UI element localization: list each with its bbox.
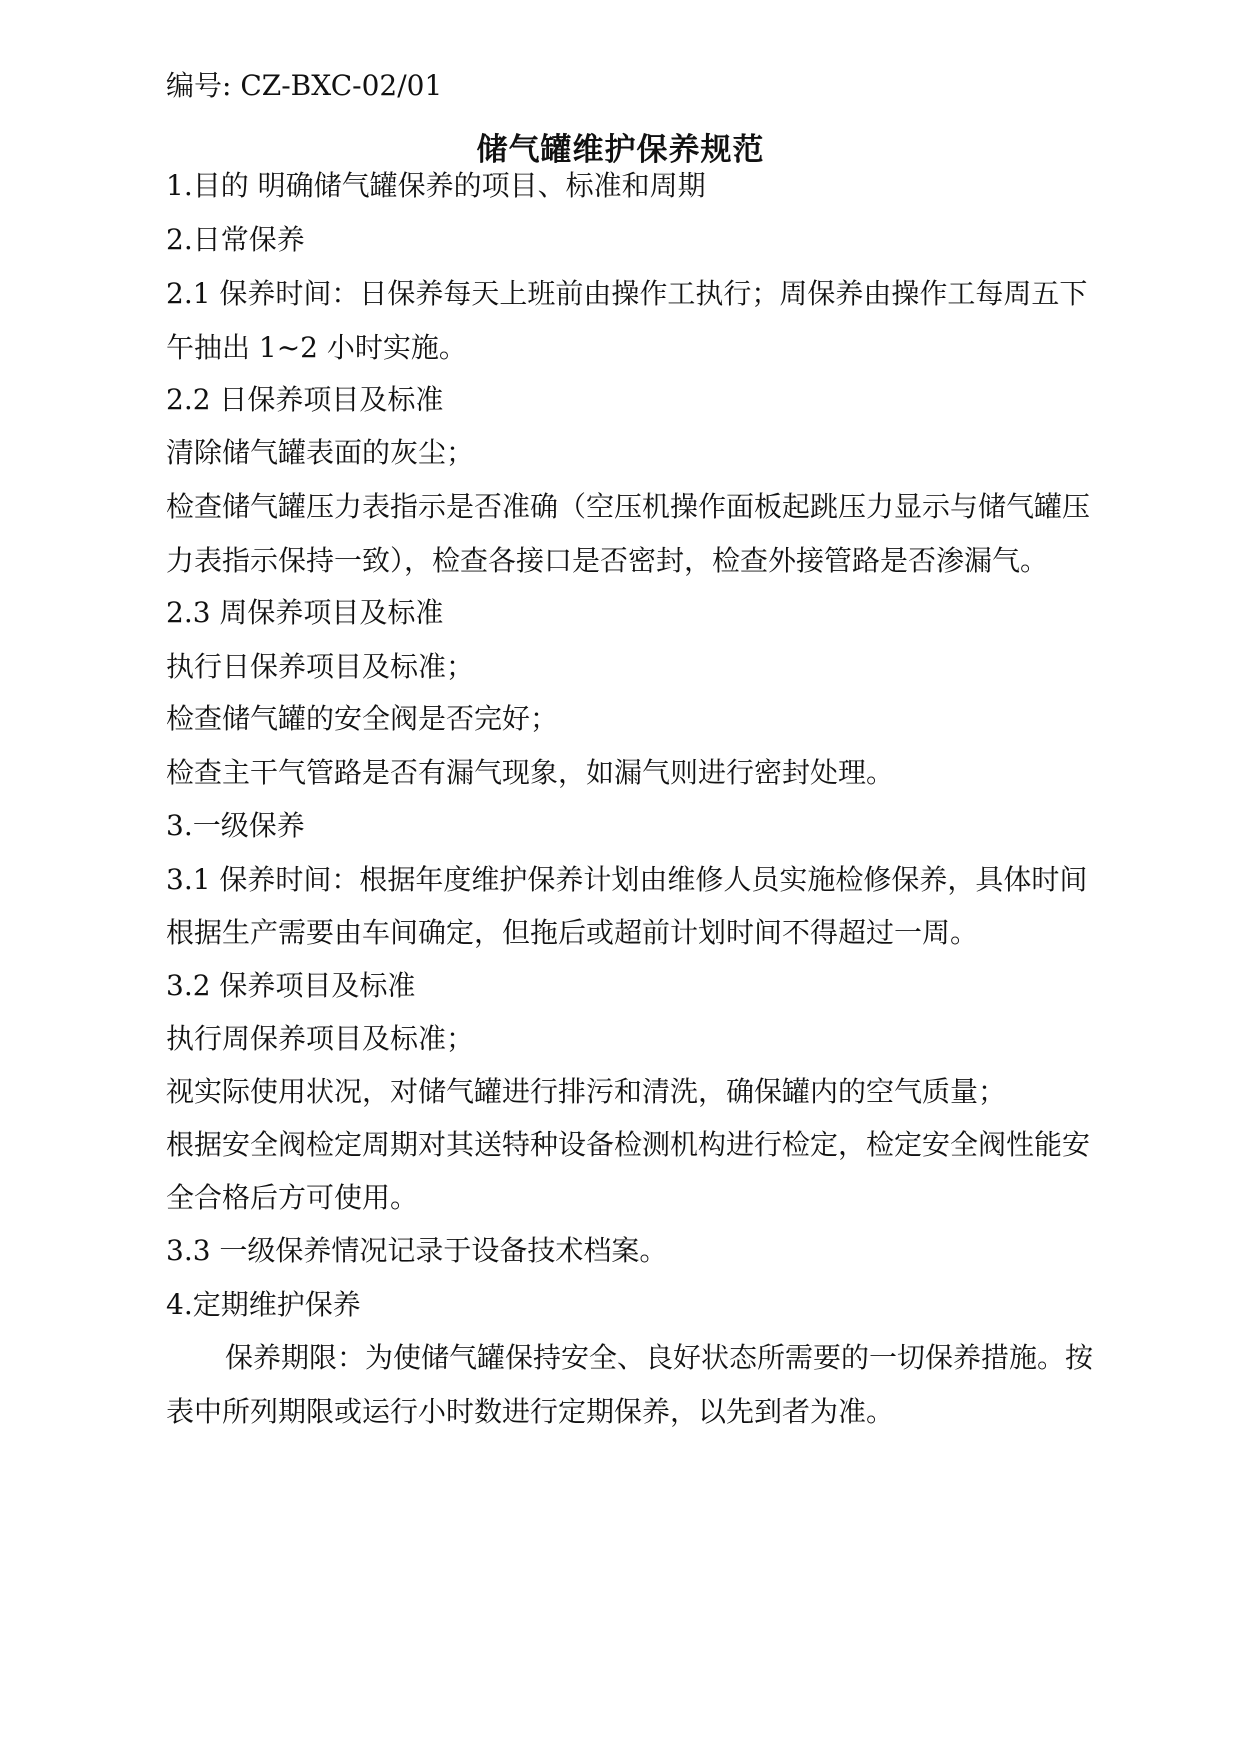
paragraph-line: 清除储气罐表面的灰尘； (166, 436, 475, 469)
paragraph-line: 根据生产需要由车间确定，但拖后或超前计划时间不得超过一周。 (166, 916, 979, 949)
paragraph-line: 视实际使用状况，对储气罐进行排污和清洗，确保罐内的空气质量； (166, 1075, 1007, 1108)
section-heading-periodic: 4.定期维护保养 (166, 1288, 361, 1321)
subsection-heading: 2.2 日保养项目及标准 (166, 383, 444, 416)
paragraph-line: 力表指示保持一致），检查各接口是否密封，检查外接管路是否渗漏气。 (166, 544, 1049, 577)
paragraph-line: 根据安全阀检定周期对其送特种设备检测机构进行检定，检定安全阀性能安 (166, 1128, 1091, 1161)
document-title: 储气罐维护保养规范 (476, 132, 765, 168)
subsection-heading: 2.3 周保养项目及标准 (166, 596, 444, 629)
section-heading-daily: 2.日常保养 (166, 223, 305, 256)
paragraph-line: 3.1 保养时间：根据年度维护保养计划由维修人员实施检修保养，具体时间 (166, 863, 1088, 896)
paragraph-line: 2.1 保养时间：日保养每天上班前由操作工执行；周保养由操作工每周五下 (166, 277, 1088, 310)
paragraph-line: 检查储气罐的安全阀是否完好； (166, 702, 559, 735)
paragraph-line: 检查储气罐压力表指示是否准确（空压机操作面板起跳压力显示与储气罐压 (166, 490, 1091, 523)
paragraph-line: 执行日保养项目及标准； (166, 650, 475, 683)
paragraph-line: 检查主干气管路是否有漏气现象，如漏气则进行密封处理。 (166, 756, 895, 789)
section-purpose: 1.目的 明确储气罐保养的项目、标准和周期 (166, 169, 706, 202)
subsection-heading: 3.2 保养项目及标准 (166, 969, 416, 1002)
paragraph-line: 保养期限：为使储气罐保持安全、良好状态所需要的一切保养措施。按 (225, 1341, 1094, 1374)
paragraph-line: 午抽出 1~2 小时实施。 (166, 331, 467, 364)
paragraph-line: 表中所列期限或运行小时数进行定期保养，以先到者为准。 (166, 1395, 895, 1428)
paragraph-line: 执行周保养项目及标准； (166, 1022, 475, 1055)
document-number: 编号: CZ-BXC-02/01 (166, 69, 443, 102)
section-heading-level1: 3.一级保养 (166, 809, 305, 842)
paragraph-line: 3.3 一级保养情况记录于设备技术档案。 (166, 1234, 668, 1267)
paragraph-line: 全合格后方可使用。 (166, 1181, 419, 1214)
